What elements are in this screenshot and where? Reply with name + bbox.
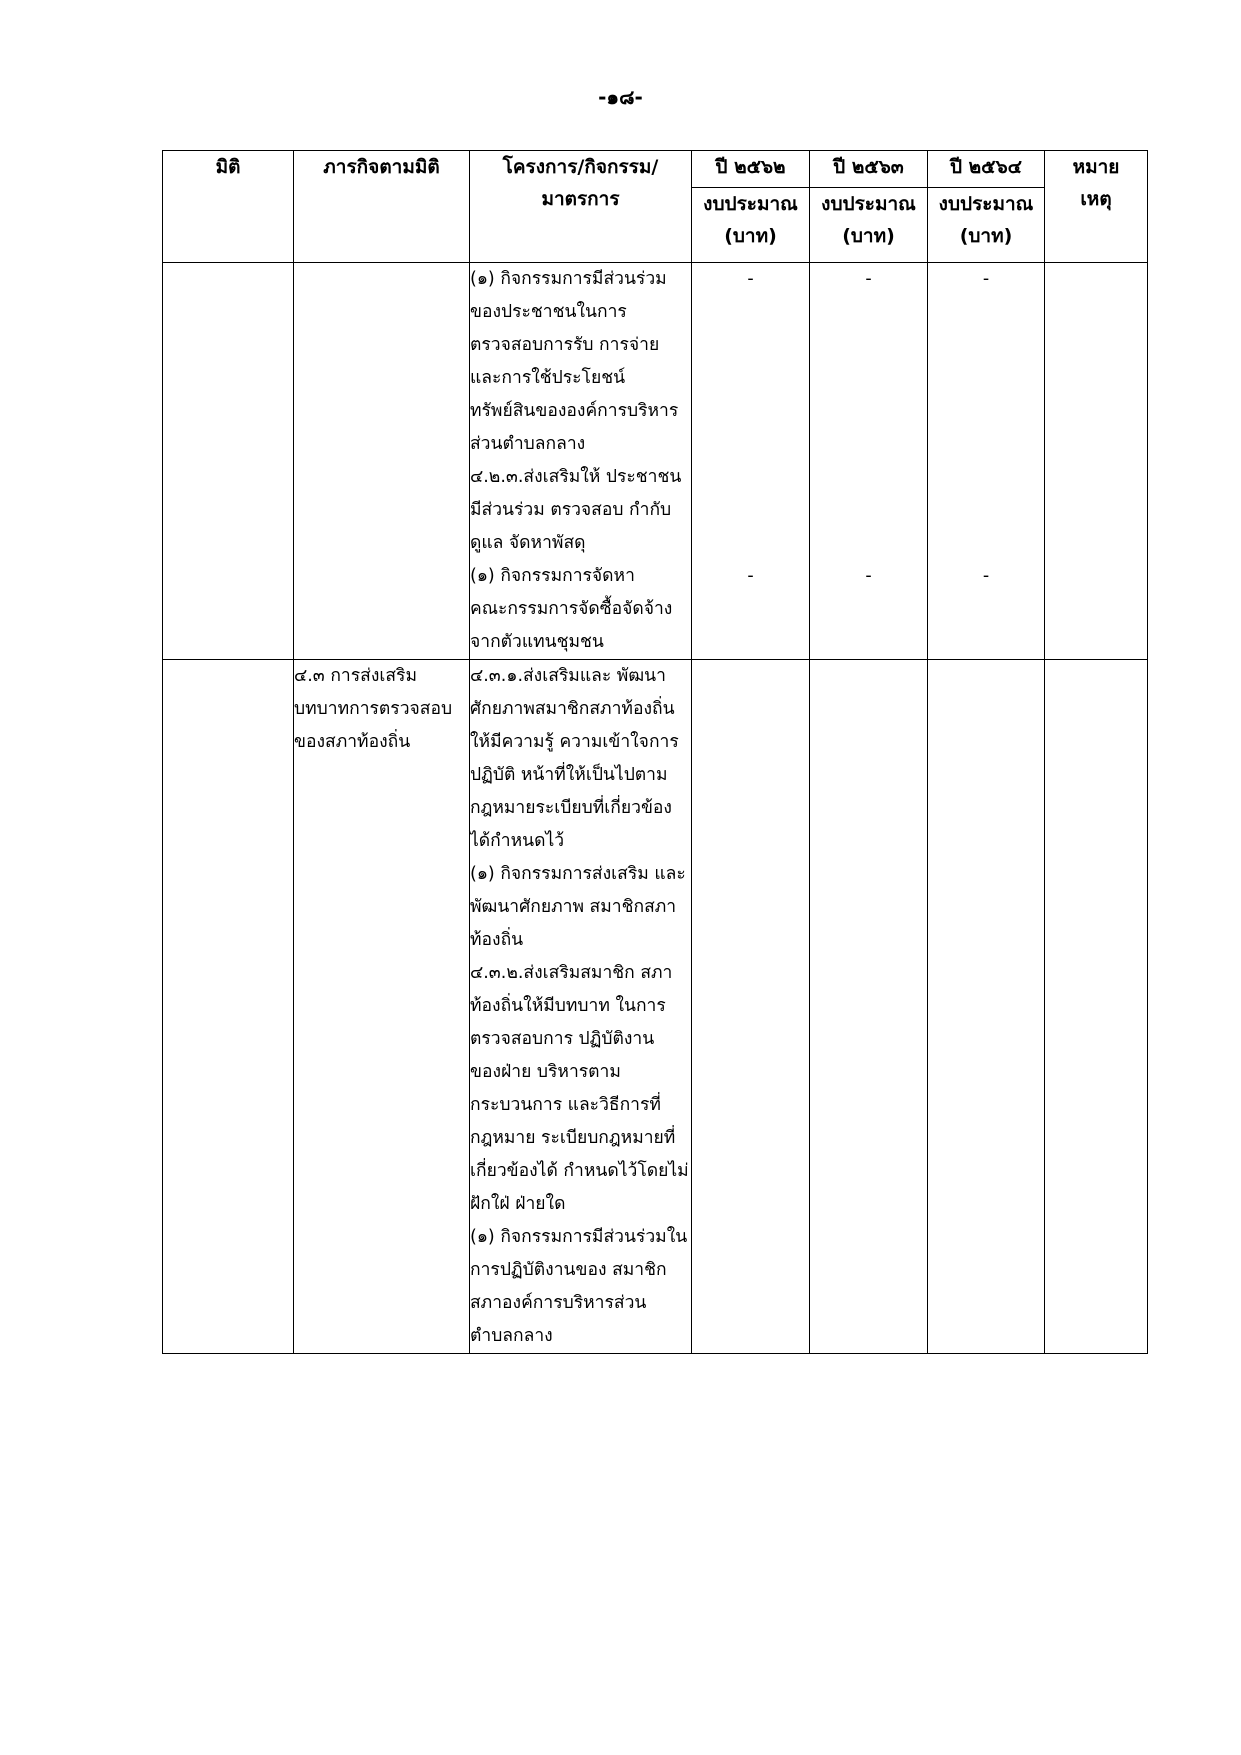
header-year-2564: ปี ๒๕๖๔ <box>928 151 1045 188</box>
header-dimension: มิติ <box>163 151 294 263</box>
budget-2564-cell <box>928 660 1045 1354</box>
header-budget-2564: งบประมาณ (บาท) <box>928 188 1045 263</box>
header-year-2562: ปี ๒๕๖๒ <box>692 151 810 188</box>
dimension-cell <box>163 263 294 660</box>
project-cell: ๔.๓.๑.ส่งเสริมและ พัฒนา ศักยภาพสมาชิกสภาท้องถิ่น ให้มีความรู้ ความเข้าใจการ ปฏิบัติ หน้าที่ให้เป็นไปตาม กฎหมายระเบียบที่เกี่ยวข้อง ได้กำหนดไว้ (๑) กิจกรรมการส่งเสริม และ พัฒนาศักยภาพ สมาชิกสภา ท้องถิ่น ๔.๓.๒.ส่งเสริมสมาชิก สภา ท้องถิ่นให้มีบทบาท ในการ ตรวจสอบการ ปฏิบัติงาน ของฝ่าย บริหารตาม กระบวนการ และวิธีการที่ กฎหมาย ระเบียบกฎหมายที่ เกี่ยวข้องได้ กำหนดไว้โดยไม่ ฝักใฝ่ ฝ่ายใด (๑) กิจกรรมการมีส่วนร่วมใน การปฏิบัติงานของ สมาชิก สภาองค์การบริหารส่วน ตำบลกลาง <box>470 660 692 1354</box>
page-number: -๑๘- <box>598 85 643 109</box>
header-mission: ภารกิจตามมิติ <box>294 151 470 263</box>
header-project: โครงการ/กิจกรรม/ มาตรการ <box>470 151 692 263</box>
budget-2563-cell <box>810 660 928 1354</box>
budget-2562-cell <box>692 660 810 1354</box>
remark-cell <box>1045 660 1148 1354</box>
mission-cell: ๔.๓ การส่งเสริม บทบาทการตรวจสอบ ของสภาท้องถิ่น <box>294 660 470 1354</box>
header-year-2563: ปี ๒๕๖๓ <box>810 151 928 188</box>
budget-2562-cell: - - <box>692 263 810 660</box>
plan-table <box>162 150 1148 1354</box>
remark-cell <box>1045 263 1148 660</box>
header-row-top <box>163 151 1148 188</box>
table-row <box>163 660 1148 1354</box>
table-row <box>163 263 1148 660</box>
budget-2563-cell: - - <box>810 263 928 660</box>
header-budget-2562: งบประมาณ (บาท) <box>692 188 810 263</box>
header-remark: หมาย เหตุ <box>1045 151 1148 263</box>
budget-2564-cell: - - <box>928 263 1045 660</box>
dimension-cell <box>163 660 294 1354</box>
mission-cell <box>294 263 470 660</box>
header-budget-2563: งบประมาณ (บาท) <box>810 188 928 263</box>
project-cell: (๑) กิจกรรมการมีส่วนร่วม ของประชาชนในการ ตรวจสอบการรับ การจ่าย และการใช้ประโยชน์ ทรัพย์สินขององค์การบริหาร ส่วนตำบลกลาง ๔.๒.๓.ส่งเสริมให้ ประชาชน มีส่วนร่วม ตรวจสอบ กำกับ ดูแล จัดหาพัสดุ (๑) กิจกรรมการจัดหา คณะกรรมการจัดซื้อจัดจ้าง จากตัวแทนชุมชน <box>470 263 692 660</box>
